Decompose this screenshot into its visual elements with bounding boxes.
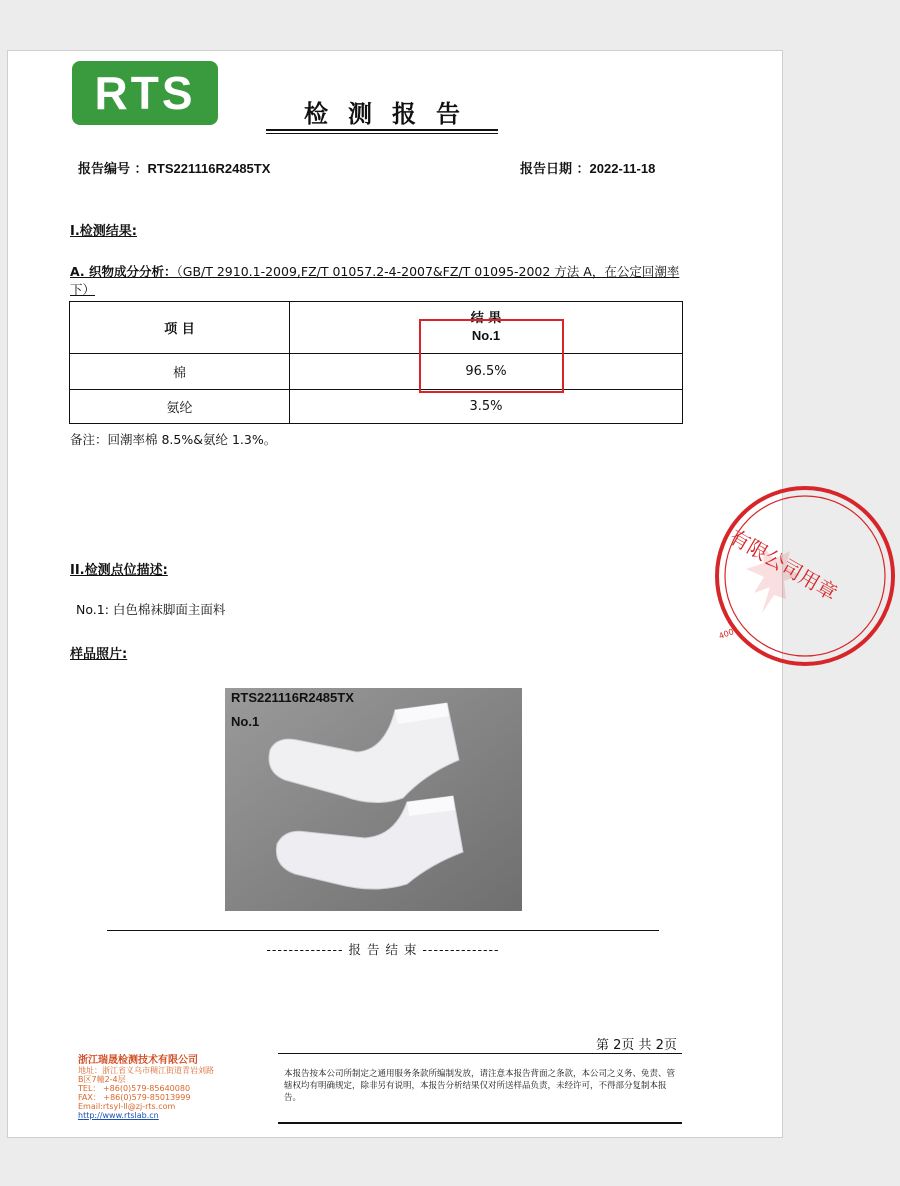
seal-number: 400	[717, 627, 736, 641]
title-underline-thin	[266, 133, 498, 134]
footer-rule-bottom	[278, 1122, 682, 1124]
method-line	[70, 263, 686, 299]
item-cell: 氨纶	[70, 390, 290, 424]
report-date	[520, 158, 655, 177]
company-name: 浙江瑞晟检测技术有限公司	[78, 1055, 198, 1066]
value-cell: 3.5%	[290, 390, 683, 424]
photo-heading: 样品照片:	[70, 647, 128, 662]
item-cell: 棉	[70, 354, 290, 390]
company-fax: FAX： +86(0)579-85013999	[78, 1093, 191, 1102]
company-seal	[710, 481, 900, 671]
logo-text: RTS	[94, 67, 196, 119]
report-number	[78, 158, 270, 177]
company-tel: TEL： +86(0)579-85640080	[78, 1084, 191, 1093]
company-website-link[interactable]: http://www.rtslab.cn	[78, 1111, 159, 1120]
seal-text-1: 有限公司用章	[725, 524, 842, 606]
photo-caption-sample: No.1	[231, 714, 260, 729]
report-number-value: RTS221116R2485TX	[147, 161, 271, 176]
composition-subheading: A. 织物成分分析：	[70, 264, 177, 279]
disclaimer: 本报告按本公司所制定之通用服务条款所编制发放，请注意本报告背面之条款，本公司之义务、免责、管辖权均有明确规定，除非另有说明，本报告分析结果仅对所送样品负责，未经许可，不得部分复制本报告。	[284, 1069, 676, 1103]
section1-heading: I.检测结果:	[70, 224, 137, 239]
report-date-label: 报告日期 ：	[520, 162, 590, 177]
page-number: 第 2页 共 2页	[596, 1038, 677, 1053]
company-address: 地址：浙江省义乌市稠江街道青岩刘路	[78, 1066, 214, 1075]
end-rule	[107, 930, 659, 931]
value-cell: 96.5%	[290, 354, 683, 390]
report-title: 检测报告	[304, 99, 480, 128]
footer-rule-top	[278, 1053, 682, 1054]
results-table	[69, 301, 683, 424]
sock-image	[225, 688, 522, 911]
item-header: 项 目	[70, 302, 290, 354]
point-description: No.1: 白色棉袜脚面主面料	[76, 602, 226, 617]
table-row	[70, 354, 683, 390]
sample-photo	[225, 688, 522, 911]
rts-logo	[72, 61, 218, 125]
report-end: -------------- 报 告 结 束 --------------	[266, 942, 500, 957]
report-date-value: 2022-11-18	[589, 161, 656, 176]
photo-caption-report-no: RTS221116R2485TX	[231, 690, 354, 705]
company-email: Email:rtsyl-ll@zj-rts.com	[78, 1102, 176, 1111]
result-header: 结 果	[470, 310, 502, 326]
section2-heading: II.检测点位描述:	[70, 563, 168, 578]
note: 备注：回潮率棉 8.5%&氨纶 1.3%。	[70, 432, 277, 447]
title-underline	[266, 129, 498, 131]
sample-header: No.1	[471, 327, 501, 343]
method-standards: （GB/T 2910.1-2009,FZ/T 01057.2-4-2007&FZ/T 01095-2002 方法 A，在公定回潮率下）	[70, 264, 680, 297]
report-page	[7, 50, 842, 1138]
highlight-box	[419, 319, 564, 393]
company-address-2: B区7幢2-4层	[78, 1075, 126, 1084]
table-row	[70, 390, 683, 424]
company-info	[78, 1055, 268, 1120]
report-number-label: 报告编号 ：	[78, 162, 148, 177]
